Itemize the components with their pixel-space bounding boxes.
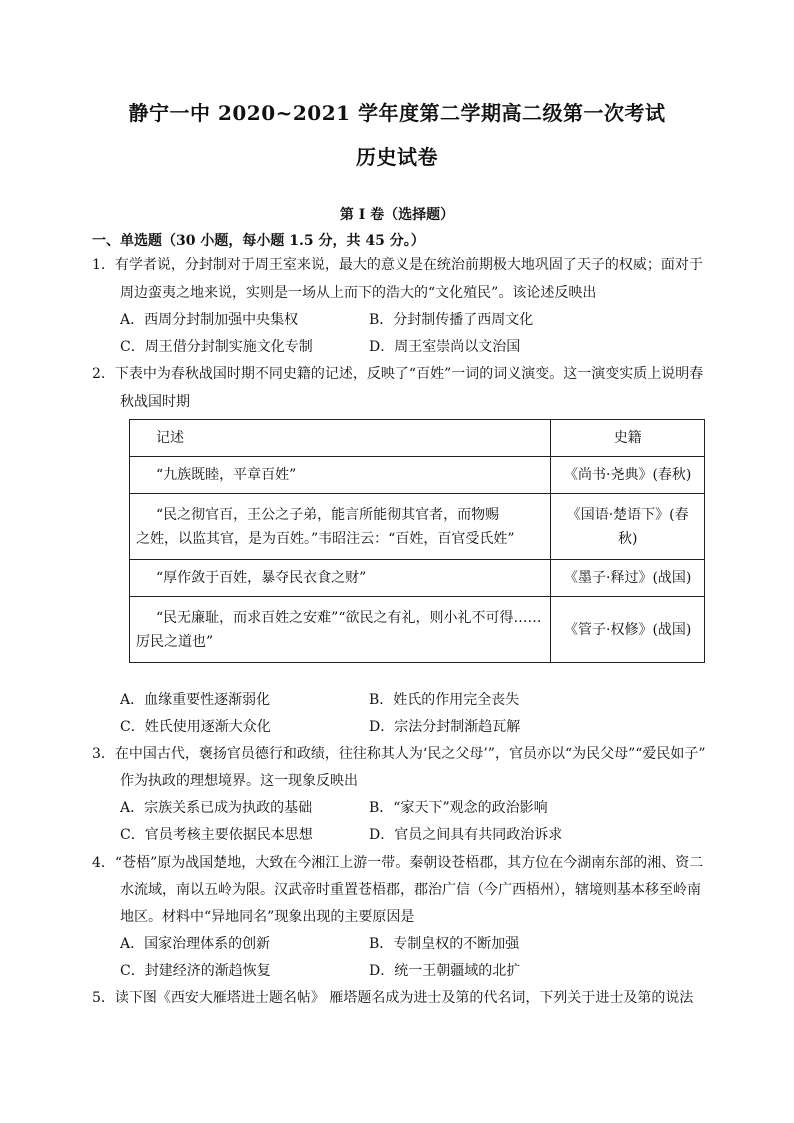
q1-option-a[interactable]: A．西周分封制加强中央集权 (120, 312, 299, 328)
exam-title: 静宁一中 2020~2021 学年度第二学期高二级第一次考试 (128, 101, 666, 125)
q4-option-a[interactable]: A．国家治理体系的创新 (120, 936, 271, 952)
record-text: “民无廉耻，而求百姓之安难”“欲民之有礼，则小礼不可得…… (156, 609, 542, 626)
section-heading: 第 I 卷（选择题） (339, 207, 455, 223)
q1-option-c[interactable]: C．周王借分封制实施文化专制 (120, 339, 313, 355)
table-cell-record (130, 457, 551, 494)
q5-stem-line1: 5．读下图《西安大雁塔进士题名帖》 雁塔题名成为进士及第的代名词，下列关于进士及第的说法 (92, 990, 694, 1006)
record-text-cont: 厉民之道也” (136, 633, 214, 650)
q4-stem-line3: 地区。材料中“异地同名”现象出现的主要原因是 (120, 909, 415, 925)
part-heading: 一、单选题（30 小题，每小题 1.5 分，共 45 分。） (92, 233, 425, 249)
record-text: “厚作敛于百姓，暴夺民衣食之财” (156, 570, 367, 586)
table-row (130, 560, 705, 597)
q3-option-b[interactable]: B．“家天下”观念的政治影响 (369, 800, 548, 816)
q2-option-b[interactable]: B．姓氏的作用完全丧失 (369, 692, 520, 708)
q2-stem-line2: 秋战国时期 (120, 394, 190, 410)
table-header-row (130, 420, 705, 457)
table-row (130, 597, 705, 663)
q4-stem-line2: 水流域，南以五岭为限。汉武帝时重置苍梧郡，郡治广信（今广西梧州），辖境则基本移至岭南 (120, 882, 701, 898)
table-cell-source: 《尚书·尧典》(春秋) (551, 457, 705, 494)
table-cell-record (130, 597, 551, 663)
record-text-cont: 之姓，以监其官，是为百姓。”韦昭注云：“百姓，百官受氏姓” (136, 530, 515, 547)
table-row (130, 457, 705, 494)
q4-option-d[interactable]: D．统一王朝疆域的北扩 (369, 963, 521, 979)
record-text: “民之彻官百，王公之子弟，能言所能彻其官者，而物赐 (156, 506, 500, 523)
table-cell-record (130, 560, 551, 597)
q4-option-c[interactable]: C．封建经济的渐趋恢复 (120, 963, 271, 979)
table-row (130, 494, 705, 560)
q2-option-a[interactable]: A．血缘重要性逐渐弱化 (120, 692, 271, 708)
table-header-source: 史籍 (551, 420, 705, 457)
q1-option-d[interactable]: D．周王室崇尚以文治国 (369, 339, 521, 355)
q2-stem-line1: 2．下表中为春秋战国时期不同史籍的记述，反映了“百姓”一词的词义演变。这一演变实质上说明春 (92, 366, 704, 382)
table-header-record: 记述 (130, 420, 551, 457)
q2-option-d[interactable]: D．宗法分封制渐趋瓦解 (369, 719, 521, 735)
table-cell-source: 《墨子·释过》(战国) (551, 560, 705, 597)
table-cell-source: 《管子·权修》(战国) (551, 597, 705, 663)
q3-option-a[interactable]: A．宗族关系已成为执政的基础 (120, 800, 313, 816)
q3-stem-line2: 作为执政的理想境界。这一现象反映出 (120, 773, 358, 789)
record-text: “九族既睦，平章百姓” (156, 467, 297, 483)
q3-option-d[interactable]: D．官员之间具有共同政治诉求 (369, 827, 563, 843)
history-table (129, 419, 705, 663)
table-cell-record (130, 494, 551, 560)
q4-stem-line1: 4．“苍梧”原为战国楚地，大致在今湘江上游一带。秦朝设苍梧郡，其方位在今湖南东部的湘、资二 (92, 855, 704, 871)
table-cell-source: 《国语·楚语下》(春秋) (551, 494, 705, 560)
q2-option-c[interactable]: C．姓氏使用逐渐大众化 (120, 719, 271, 735)
q3-option-c[interactable]: C．官员考核主要依据民本思想 (120, 827, 313, 843)
q1-stem-line1: 1．有学者说，分封制对于周王室来说，最大的意义是在统治前期极大地巩固了天子的权威；面对于 (92, 257, 703, 273)
q1-stem-line2: 周边蛮夷之地来说，实则是一场从上而下的浩大的“文化殖民”。该论述反映出 (120, 285, 597, 301)
exam-subject: 历史试卷 (356, 145, 438, 169)
q1-option-b[interactable]: B．分封制传播了西周文化 (369, 312, 534, 328)
q3-stem-line1: 3．在中国古代，褒扬官员德行和政绩，往往称其人为‘民之父母’”，官员亦以“为民父母”“爱民如子” (92, 746, 706, 762)
q4-option-b[interactable]: B．专制皇权的不断加强 (369, 936, 520, 952)
